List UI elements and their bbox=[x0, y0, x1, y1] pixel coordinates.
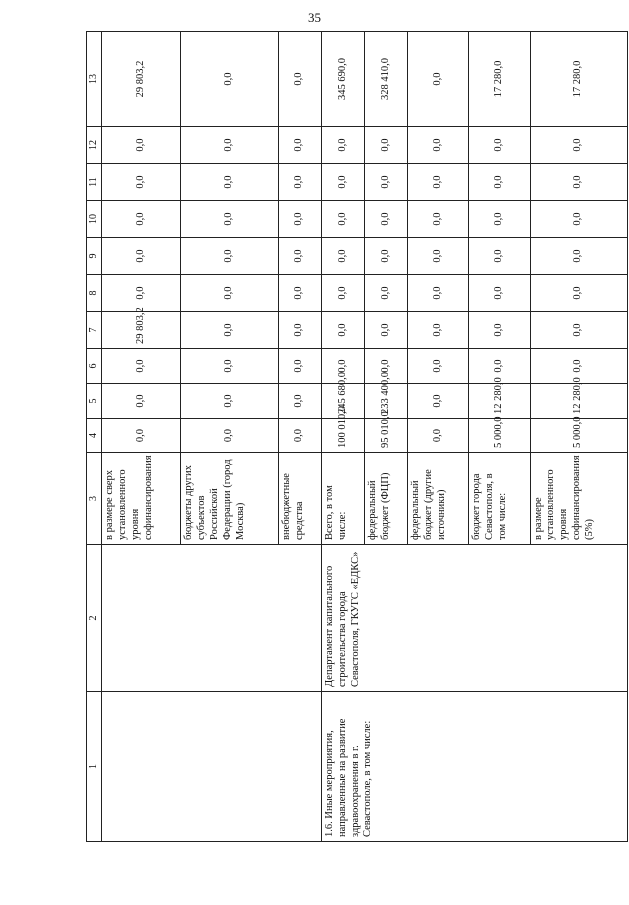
cell-value: 0,0 bbox=[102, 419, 181, 453]
cell-value: 0,0 bbox=[278, 419, 321, 453]
cell-value: 0,0 bbox=[181, 419, 278, 453]
column-header: 5 bbox=[87, 384, 102, 419]
cell-value: 233 400,0 bbox=[365, 384, 408, 419]
cell-total: 0,0 bbox=[181, 32, 278, 127]
cell-value: 0,0 bbox=[408, 201, 469, 238]
cell-total: 345 690,0 bbox=[321, 32, 364, 127]
cell-value: 5 000,0 bbox=[530, 419, 627, 453]
cell-source: внебюджетные средства bbox=[278, 453, 321, 545]
cell-source: бюджеты других субъектов Российской Федерации (город Москва) bbox=[181, 453, 278, 545]
cell-value: 245 680,0 bbox=[321, 384, 364, 419]
cell-value: 0,0 bbox=[365, 201, 408, 238]
cell-total: 0,0 bbox=[278, 32, 321, 127]
rotated-table-frame bbox=[86, 52, 628, 842]
cell-value: 0,0 bbox=[530, 349, 627, 384]
cell-source: в размере сверх установленного уровня софинансирования bbox=[102, 453, 181, 545]
cell-source: федеральный бюджет (другие источники) bbox=[408, 453, 469, 545]
column-header: 12 bbox=[87, 127, 102, 164]
funding-table bbox=[86, 31, 628, 842]
cell-value: 0,0 bbox=[102, 384, 181, 419]
cell-value: 12 280,0 bbox=[530, 384, 627, 419]
cell-value: 0,0 bbox=[181, 164, 278, 201]
cell-value: 0,0 bbox=[278, 349, 321, 384]
cell-value: 0,0 bbox=[278, 127, 321, 164]
cell-value: 0,0 bbox=[408, 419, 469, 453]
cell-value: 0,0 bbox=[321, 275, 364, 312]
cell-value: 0,0 bbox=[321, 127, 364, 164]
cell-value: 0,0 bbox=[278, 238, 321, 275]
cell-executor: Департамент капитального строительства города Севастополя, ГКУГС «ЕДКС» bbox=[321, 545, 627, 692]
header-row bbox=[87, 32, 102, 842]
cell-value: 0,0 bbox=[181, 127, 278, 164]
cell-source: федеральный бюджет (ФЦП) bbox=[365, 453, 408, 545]
cell-value: 0,0 bbox=[365, 349, 408, 384]
page-number: 35 bbox=[308, 10, 321, 25]
column-header: 6 bbox=[87, 349, 102, 384]
cell-value: 0,0 bbox=[408, 349, 469, 384]
column-header: 9 bbox=[87, 238, 102, 275]
cell-value: 0,0 bbox=[469, 275, 530, 312]
cell-value: 0,0 bbox=[181, 384, 278, 419]
cell-value: 5 000,0 bbox=[469, 419, 530, 453]
column-header: 2 bbox=[87, 545, 102, 692]
cell-executor bbox=[102, 545, 322, 692]
cell-value: 0,0 bbox=[408, 312, 469, 349]
cell-value: 0,0 bbox=[530, 127, 627, 164]
cell-value: 95 010,0 bbox=[365, 419, 408, 453]
cell-value: 0,0 bbox=[530, 312, 627, 349]
cell-value: 0,0 bbox=[181, 201, 278, 238]
cell-value: 0,0 bbox=[365, 164, 408, 201]
column-header: 10 bbox=[87, 201, 102, 238]
cell-value: 29 803,2 bbox=[102, 312, 181, 349]
cell-value: 0,0 bbox=[181, 275, 278, 312]
cell-value: 0,0 bbox=[469, 349, 530, 384]
cell-value: 0,0 bbox=[530, 201, 627, 238]
cell-value: 0,0 bbox=[530, 275, 627, 312]
cell-value: 0,0 bbox=[278, 275, 321, 312]
cell-total: 328 410,0 bbox=[365, 32, 408, 127]
cell-value: 0,0 bbox=[102, 349, 181, 384]
cell-value: 0,0 bbox=[321, 312, 364, 349]
cell-value: 0,0 bbox=[181, 238, 278, 275]
column-header: 3 bbox=[87, 453, 102, 545]
cell-value: 0,0 bbox=[102, 238, 181, 275]
cell-value: 0,0 bbox=[469, 238, 530, 275]
cell-value: 0,0 bbox=[278, 384, 321, 419]
cell-value: 0,0 bbox=[408, 127, 469, 164]
cell-value: 100 010,0 bbox=[321, 419, 364, 453]
column-header: 13 bbox=[87, 32, 102, 127]
cell-value: 0,0 bbox=[469, 127, 530, 164]
column-header: 1 bbox=[87, 692, 102, 842]
table-row bbox=[321, 32, 364, 842]
rotated-table-content bbox=[86, 52, 628, 842]
column-header: 7 bbox=[87, 312, 102, 349]
cell-value: 0,0 bbox=[365, 238, 408, 275]
cell-activity: 1.6. Иные мероприятия, направленные на развитие здравоохранения в г. Севастополе, в том числе: bbox=[321, 692, 627, 842]
cell-value: 0,0 bbox=[365, 312, 408, 349]
cell-value: 0,0 bbox=[278, 201, 321, 238]
cell-value: 0,0 bbox=[408, 164, 469, 201]
cell-value: 0,0 bbox=[530, 238, 627, 275]
cell-total: 17 280,0 bbox=[469, 32, 530, 127]
cell-value: 0,0 bbox=[469, 312, 530, 349]
cell-value: 0,0 bbox=[530, 164, 627, 201]
cell-source: в размере установленного уровня софинансирования (5%) bbox=[530, 453, 627, 545]
cell-value: 0,0 bbox=[102, 164, 181, 201]
cell-value: 0,0 bbox=[278, 164, 321, 201]
cell-value: 12 280,0 bbox=[469, 384, 530, 419]
cell-value: 0,0 bbox=[469, 201, 530, 238]
cell-total: 0,0 bbox=[408, 32, 469, 127]
cell-value: 0,0 bbox=[321, 238, 364, 275]
cell-value: 0,0 bbox=[102, 127, 181, 164]
cell-value: 0,0 bbox=[321, 349, 364, 384]
table-row bbox=[102, 32, 181, 842]
column-header: 4 bbox=[87, 419, 102, 453]
cell-total: 17 280,0 bbox=[530, 32, 627, 127]
cell-value: 0,0 bbox=[365, 127, 408, 164]
column-header: 11 bbox=[87, 164, 102, 201]
cell-value: 0,0 bbox=[408, 275, 469, 312]
cell-value: 0,0 bbox=[408, 384, 469, 419]
cell-value: 0,0 bbox=[321, 164, 364, 201]
cell-total: 29 803,2 bbox=[102, 32, 181, 127]
cell-activity bbox=[102, 692, 322, 842]
cell-source: Всего, в том числе: bbox=[321, 453, 364, 545]
cell-value: 0,0 bbox=[102, 275, 181, 312]
cell-value: 0,0 bbox=[321, 201, 364, 238]
cell-source: бюджет города Севастополя, в том числе: bbox=[469, 453, 530, 545]
cell-value: 0,0 bbox=[181, 349, 278, 384]
cell-value: 0,0 bbox=[102, 201, 181, 238]
cell-value: 0,0 bbox=[278, 312, 321, 349]
column-header: 8 bbox=[87, 275, 102, 312]
cell-value: 0,0 bbox=[408, 238, 469, 275]
cell-value: 0,0 bbox=[365, 275, 408, 312]
cell-value: 0,0 bbox=[181, 312, 278, 349]
cell-value: 0,0 bbox=[469, 164, 530, 201]
